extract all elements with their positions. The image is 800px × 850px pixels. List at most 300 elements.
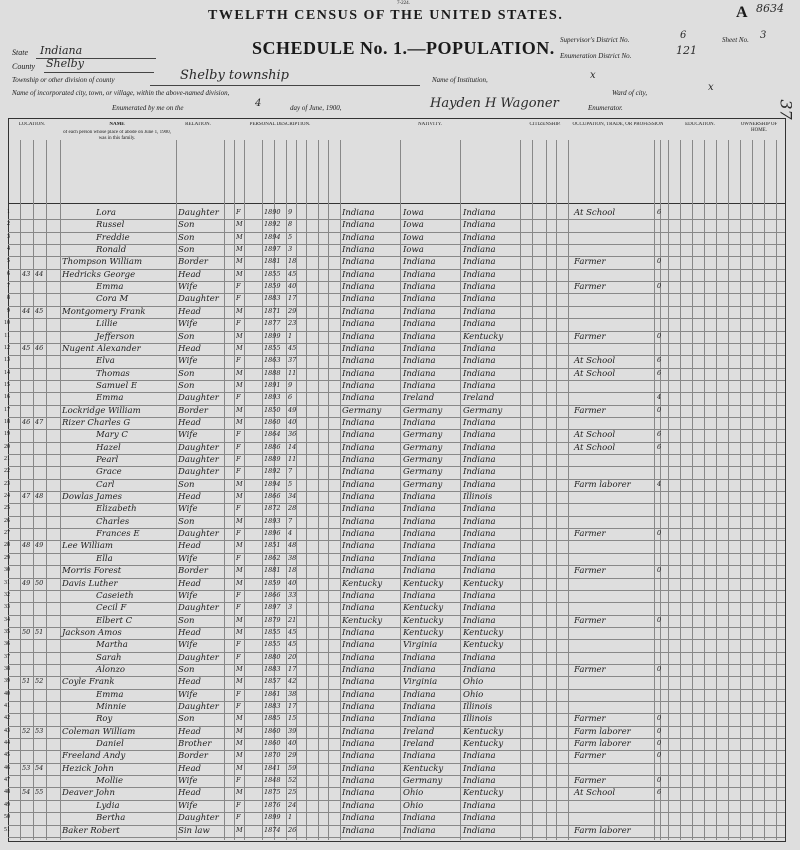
row-number: 7 xyxy=(7,283,10,290)
row-rule xyxy=(8,466,785,467)
row-number: 4 xyxy=(7,246,10,253)
birthplace-father: Iowa xyxy=(403,245,424,256)
enum-district-label: Enumeration District No. xyxy=(560,52,632,60)
col-location: LOCATION. xyxy=(18,122,46,127)
enum-district-value: 121 xyxy=(676,44,697,57)
birthplace-mother: Indiana xyxy=(463,776,496,787)
sex: M xyxy=(236,677,243,686)
months-not-employed: 0 xyxy=(657,282,662,291)
relation: Wife xyxy=(178,356,198,367)
birthplace-mother: Indiana xyxy=(463,417,496,428)
person-name: Bertha xyxy=(96,813,126,824)
birthplace-mother: Indiana xyxy=(463,603,496,614)
col-name-desc: of each person whose place of abode on June 1, 1900, was in this family. xyxy=(63,130,171,141)
sex: M xyxy=(236,269,243,278)
relation: Wife xyxy=(178,689,198,700)
birthplace-person: Indiana xyxy=(342,800,375,811)
relation: Head xyxy=(178,343,201,354)
enumerator-name: Hayden H Wagoner xyxy=(430,96,559,111)
months-not-employed: 0 xyxy=(657,714,662,723)
age: 17 xyxy=(288,702,297,710)
person-name: Coyle Frank xyxy=(62,677,115,688)
occupation: At School xyxy=(574,430,616,441)
occupation: Farmer xyxy=(574,566,606,577)
row-number: 11 xyxy=(4,332,10,339)
birthplace-person: Indiana xyxy=(342,467,375,478)
birthplace-father: Indiana xyxy=(403,269,436,280)
age: 42 xyxy=(288,677,297,686)
relation: Daughter xyxy=(178,294,219,305)
relation: Son xyxy=(178,479,195,490)
person-name: Coleman William xyxy=(62,726,136,737)
birthplace-mother: Indiana xyxy=(463,269,496,280)
sex: F xyxy=(236,813,241,822)
birthplace-mother: Indiana xyxy=(463,208,496,218)
birthplace-person: Indiana xyxy=(342,306,375,317)
row-number: 17 xyxy=(4,406,10,413)
person-name: Hezick John xyxy=(62,763,114,774)
months-not-employed: 0 xyxy=(657,405,662,414)
sex: M xyxy=(236,788,243,797)
person-name: Lee William xyxy=(62,541,113,552)
birthplace-father: Ohio xyxy=(403,788,424,799)
birth-year: 1893 xyxy=(264,393,281,402)
person-name: Caseieth xyxy=(96,590,134,601)
sex: M xyxy=(236,825,243,834)
relation: Head xyxy=(178,763,201,774)
months-not-employed: 0 xyxy=(657,751,662,760)
birthplace-mother: Indiana xyxy=(463,615,496,626)
birthplace-person: Indiana xyxy=(342,689,375,700)
person-name: Elva xyxy=(96,356,115,367)
birth-year: 1899 xyxy=(264,331,281,340)
age: 5 xyxy=(288,479,293,488)
birthplace-mother: Germany xyxy=(463,405,503,416)
person-name: Rizer Charles G xyxy=(62,417,131,428)
enumerator-label: Enumerator. xyxy=(588,104,623,112)
sex: M xyxy=(236,615,243,624)
age: 5 xyxy=(288,232,293,241)
family-number: 52 xyxy=(35,677,44,686)
birthplace-mother: Indiana xyxy=(463,430,496,441)
birthplace-mother: Indiana xyxy=(463,380,496,391)
row-rule xyxy=(8,652,785,653)
birthplace-mother: Indiana xyxy=(463,442,496,453)
sex: M xyxy=(236,726,243,735)
sex: M xyxy=(236,763,243,772)
relation: Head xyxy=(178,492,201,503)
birthplace-mother: Kentucky xyxy=(463,578,504,589)
birthplace-mother: Indiana xyxy=(463,516,496,527)
row-number: 28 xyxy=(4,542,10,549)
family-number: 46 xyxy=(35,343,44,352)
birth-year: 1841 xyxy=(264,763,281,772)
birth-year: 1874 xyxy=(264,825,281,834)
age: 18 xyxy=(288,566,297,575)
months-not-employed: 4 xyxy=(657,393,662,402)
birthplace-father: Indiana xyxy=(403,516,436,527)
person-name: Samuel E xyxy=(96,380,138,391)
person-name: Charles xyxy=(96,516,130,527)
relation: Sin law xyxy=(178,825,210,836)
relation: Wife xyxy=(178,590,198,601)
row-number: 47 xyxy=(4,777,10,784)
age: 7 xyxy=(288,467,293,476)
birth-year: 1891 xyxy=(264,380,281,389)
row-rule xyxy=(8,479,785,480)
person-name: Emma xyxy=(96,689,124,700)
birthplace-mother: Indiana xyxy=(463,504,496,515)
relation: Daughter xyxy=(178,529,219,540)
occupation: At School xyxy=(574,356,616,367)
relation: Head xyxy=(178,788,201,799)
person-name: Roy xyxy=(96,714,113,725)
relation: Son xyxy=(178,368,195,379)
age: 29 xyxy=(288,306,297,315)
row-number: 31 xyxy=(4,579,10,586)
row-rule xyxy=(8,442,785,443)
row-number: 33 xyxy=(4,604,10,611)
row-rule xyxy=(8,491,785,492)
age: 25 xyxy=(288,788,297,797)
birth-year: 1876 xyxy=(264,800,281,809)
sex: M xyxy=(236,306,243,315)
birthplace-person: Indiana xyxy=(342,516,375,527)
relation: Daughter xyxy=(178,467,219,478)
relation: Daughter xyxy=(178,393,219,404)
age: 17 xyxy=(288,664,297,673)
row-number: 26 xyxy=(4,517,10,524)
sex: F xyxy=(236,640,241,649)
birthplace-mother: Indiana xyxy=(463,566,496,577)
occupation: At School xyxy=(574,368,616,379)
occupation: Farm laborer xyxy=(574,825,631,836)
birthplace-father: Germany xyxy=(403,430,443,441)
birthplace-person: Indiana xyxy=(342,529,375,540)
birth-year: 1886 xyxy=(264,442,281,451)
birthplace-father: Indiana xyxy=(403,417,436,428)
birthplace-father: Indiana xyxy=(403,343,436,354)
person-name: Elizabeth xyxy=(96,504,137,515)
person-name: Ronald xyxy=(96,245,127,256)
age: 1 xyxy=(288,331,293,340)
row-number: 19 xyxy=(4,431,10,438)
age: 39 xyxy=(288,726,297,735)
birthplace-person: Kentucky xyxy=(342,578,383,589)
birthplace-person: Indiana xyxy=(342,553,375,564)
sex: M xyxy=(236,664,243,673)
age: 52 xyxy=(288,776,297,785)
row-number: 45 xyxy=(4,752,10,759)
birth-year: 1894 xyxy=(264,232,281,241)
birthplace-person: Indiana xyxy=(342,232,375,243)
dwelling-number: 51 xyxy=(22,677,31,686)
age: 15 xyxy=(288,714,297,723)
occupation: Farm laborer xyxy=(574,726,631,737)
birthplace-person: Indiana xyxy=(342,541,375,552)
age: 29 xyxy=(288,751,297,760)
birth-year: 1859 xyxy=(264,282,281,291)
age: 45 xyxy=(288,269,297,278)
birthplace-father: Indiana xyxy=(403,294,436,305)
age: 45 xyxy=(288,343,297,352)
enumerated-month-label: day of June, 1900, xyxy=(290,104,342,112)
birthplace-mother: Indiana xyxy=(463,245,496,256)
relation: Son xyxy=(178,331,195,342)
birthplace-person: Indiana xyxy=(342,257,375,268)
birthplace-mother: Ohio xyxy=(463,677,484,688)
relation: Border xyxy=(178,566,208,577)
birthplace-person: Indiana xyxy=(342,220,375,231)
person-name: Lora xyxy=(96,208,116,218)
row-rule xyxy=(8,713,785,714)
sex: F xyxy=(236,776,241,785)
birthplace-person: Indiana xyxy=(342,368,375,379)
sex: M xyxy=(236,739,243,748)
birth-year: 1879 xyxy=(264,615,281,624)
birthplace-father: Indiana xyxy=(403,590,436,601)
row-number: 41 xyxy=(4,703,10,709)
age: 34 xyxy=(288,492,297,501)
birthplace-mother: Illinois xyxy=(463,492,493,503)
ward-value: x xyxy=(708,82,714,93)
birthplace-person: Indiana xyxy=(342,640,375,651)
age: 3 xyxy=(288,603,293,612)
sex: F xyxy=(236,467,241,476)
row-rule xyxy=(8,676,785,677)
sex: M xyxy=(236,627,243,636)
birthplace-father: Indiana xyxy=(403,553,436,564)
birth-year: 1855 xyxy=(264,640,281,649)
relation: Daughter xyxy=(178,702,219,712)
age: 18 xyxy=(288,257,297,266)
birthplace-person: Kentucky xyxy=(342,615,383,626)
row-rule xyxy=(8,553,785,554)
row-number: 32 xyxy=(4,591,10,598)
age: 37 xyxy=(288,356,297,365)
institution-label: Name of Institution, xyxy=(432,76,488,84)
birth-year: 1863 xyxy=(264,356,281,365)
person-name: Russel xyxy=(96,220,125,231)
age: 40 xyxy=(288,578,297,587)
state-value: Indiana xyxy=(40,44,83,57)
birth-year: 1859 xyxy=(264,578,281,587)
birthplace-person: Indiana xyxy=(342,393,375,404)
relation: Wife xyxy=(178,430,198,441)
birthplace-father: Indiana xyxy=(403,664,436,675)
person-name: Thompson William xyxy=(62,257,143,268)
birthplace-mother: Kentucky xyxy=(463,739,504,750)
birthplace-person: Indiana xyxy=(342,652,375,663)
birthplace-person: Indiana xyxy=(342,417,375,428)
birthplace-mother: Indiana xyxy=(463,455,496,465)
birthplace-father: Kentucky xyxy=(403,615,444,626)
row-number: 13 xyxy=(4,357,10,364)
birthplace-father: Indiana xyxy=(403,380,436,391)
sex: F xyxy=(236,319,241,328)
birthplace-person: Indiana xyxy=(342,627,375,638)
birth-year: 1864 xyxy=(264,430,281,439)
age: 45 xyxy=(288,627,297,636)
row-number: 10 xyxy=(4,320,10,327)
birth-year: 1866 xyxy=(264,492,281,501)
row-number: 2 xyxy=(7,221,10,228)
row-number: 23 xyxy=(4,480,10,487)
birthplace-person: Indiana xyxy=(342,380,375,391)
sex: M xyxy=(236,220,243,229)
row-rule xyxy=(8,578,785,579)
birth-year: 1870 xyxy=(264,751,281,760)
birthplace-mother: Indiana xyxy=(463,664,496,675)
sex: M xyxy=(236,257,243,266)
relation: Son xyxy=(178,220,195,231)
family-number: 51 xyxy=(35,627,44,636)
col-nativity: NATIVITY. xyxy=(418,122,442,127)
birthplace-mother: Kentucky xyxy=(463,726,504,737)
person-name: Lillie xyxy=(96,319,118,330)
birth-year: 1855 xyxy=(264,269,281,278)
occupation: Farmer xyxy=(574,714,606,725)
row-number: 18 xyxy=(4,418,10,425)
birthplace-person: Indiana xyxy=(342,714,375,725)
person-name: Ella xyxy=(96,553,113,564)
birth-year: 1855 xyxy=(264,627,281,636)
birthplace-mother: Illinois xyxy=(463,702,493,712)
birthplace-father: Indiana xyxy=(403,306,436,317)
birthplace-mother: Indiana xyxy=(463,356,496,367)
dwelling-number: 43 xyxy=(22,269,31,278)
birthplace-father: Indiana xyxy=(403,257,436,268)
sex: F xyxy=(236,652,241,661)
birthplace-person: Indiana xyxy=(342,763,375,774)
person-name: Hedricks George xyxy=(62,269,136,280)
row-rule xyxy=(8,627,785,628)
months-not-employed: 0 xyxy=(657,331,662,340)
birthplace-father: Kentucky xyxy=(403,578,444,589)
birthplace-mother: Indiana xyxy=(463,813,496,824)
person-name: Lydia xyxy=(96,800,120,811)
row-number: 35 xyxy=(4,628,10,635)
birth-year: 1862 xyxy=(264,553,281,562)
county-label: County xyxy=(12,62,36,71)
age: 36 xyxy=(288,430,297,439)
birth-year: 1860 xyxy=(264,739,281,748)
state-label: State xyxy=(12,48,28,57)
person-name: Alonzo xyxy=(96,664,126,675)
census-title: TWELFTH CENSUS OF THE UNITED STATES. xyxy=(208,8,564,23)
family-number: 45 xyxy=(35,306,44,315)
relation: Brother xyxy=(178,739,212,750)
birthplace-mother: Illinois xyxy=(463,714,493,725)
family-number: 53 xyxy=(35,726,44,735)
birth-year: 1889 xyxy=(264,455,281,463)
age: 11 xyxy=(288,368,297,377)
age: 38 xyxy=(288,689,297,698)
birthplace-person: Indiana xyxy=(342,442,375,453)
person-name: Cecil F xyxy=(96,603,127,614)
relation: Wife xyxy=(178,776,198,787)
birthplace-father: Indiana xyxy=(403,825,436,836)
dwelling-number: 48 xyxy=(22,541,31,550)
birthplace-mother: Indiana xyxy=(463,751,496,762)
sex: F xyxy=(236,455,241,463)
age: 48 xyxy=(288,541,297,550)
birthplace-person: Indiana xyxy=(342,282,375,293)
person-name: Dowlas James xyxy=(62,492,122,503)
sex: M xyxy=(236,245,243,254)
row-rule xyxy=(8,689,785,690)
sex: F xyxy=(236,529,241,538)
birthplace-father: Ohio xyxy=(403,800,424,811)
sex: F xyxy=(236,356,241,365)
relation: Son xyxy=(178,232,195,243)
relation: Son xyxy=(178,664,195,675)
age: 7 xyxy=(288,516,293,525)
age: 17 xyxy=(288,294,297,303)
birth-year: 1880 xyxy=(264,652,281,661)
birth-year: 1877 xyxy=(264,319,281,328)
birthplace-person: Indiana xyxy=(342,566,375,577)
age: 26 xyxy=(288,825,297,834)
birthplace-mother: Indiana xyxy=(463,257,496,268)
family-number: 44 xyxy=(35,269,44,278)
sex: M xyxy=(236,751,243,760)
relation: Wife xyxy=(178,553,198,564)
age: 45 xyxy=(288,640,297,649)
age: 9 xyxy=(288,380,293,389)
relation: Daughter xyxy=(178,442,219,453)
sex: M xyxy=(236,368,243,377)
birthplace-father: Germany xyxy=(403,776,443,787)
row-rule xyxy=(8,392,785,393)
family-number: 48 xyxy=(35,492,44,501)
occupation: Farm laborer xyxy=(574,739,631,750)
sex: M xyxy=(236,566,243,575)
sex: F xyxy=(236,430,241,439)
row-number: 21 xyxy=(4,456,10,462)
col-education: EDUCATION. xyxy=(685,122,715,127)
row-number: 48 xyxy=(4,789,10,796)
birthplace-mother: Kentucky xyxy=(463,640,504,651)
row-number: 1 xyxy=(7,209,10,215)
row-number: 12 xyxy=(4,344,10,351)
occupation: At School xyxy=(574,208,616,218)
age: 20 xyxy=(288,652,297,661)
person-name: Davis Luther xyxy=(62,578,118,589)
relation: Head xyxy=(178,417,201,428)
dwelling-number: 46 xyxy=(22,417,31,426)
birthplace-mother: Indiana xyxy=(463,306,496,317)
birthplace-father: Iowa xyxy=(403,208,424,218)
row-rule xyxy=(8,355,785,356)
relation: Border xyxy=(178,751,208,762)
relation: Daughter xyxy=(178,455,219,465)
birth-year: 1860 xyxy=(264,417,281,426)
birthplace-mother: Indiana xyxy=(463,590,496,601)
birthplace-person: Germany xyxy=(342,405,382,416)
relation: Son xyxy=(178,615,195,626)
township-value: Shelby township xyxy=(180,68,290,83)
birth-year: 1848 xyxy=(264,776,281,785)
birthplace-father: Virginia xyxy=(403,677,438,688)
person-name: Freeland Andy xyxy=(62,751,126,762)
row-number: 51 xyxy=(4,826,10,833)
sex: F xyxy=(236,590,241,599)
relation: Daughter xyxy=(178,652,219,663)
person-name: Montgomery Frank xyxy=(62,306,146,317)
sex: M xyxy=(236,516,243,525)
months-not-employed: 0 xyxy=(657,529,662,538)
